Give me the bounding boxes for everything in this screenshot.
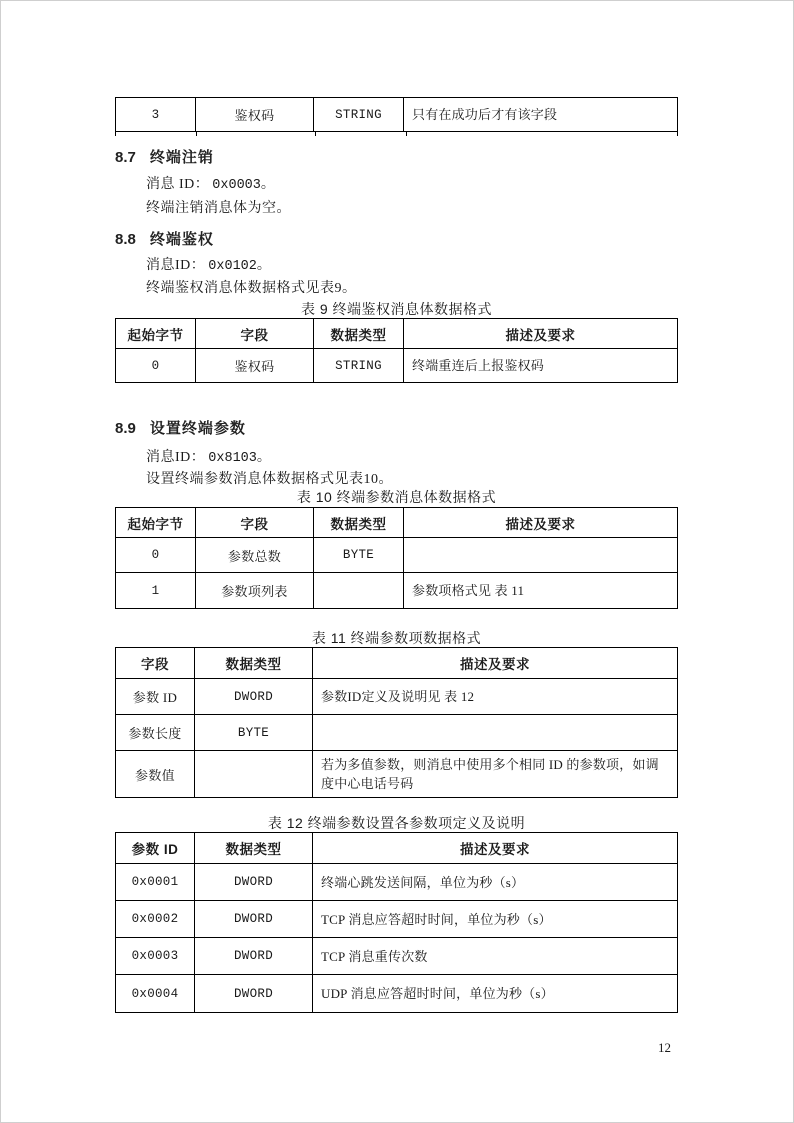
clipped-row-line — [196, 132, 197, 136]
section-8-9-body — [115, 447, 709, 490]
table-row — [116, 349, 678, 383]
message-id-value: 0x8103 — [208, 451, 257, 466]
cell-field: 参数长度 — [116, 715, 195, 751]
section-title: 终端注销 — [149, 149, 214, 166]
table-12-caption: 表 12 终端参数设置各参数项定义及说明 — [267, 815, 526, 831]
cell-field: 参数总数 — [196, 538, 314, 573]
cell-description: 参数ID定义及说明见 表 12 — [313, 679, 678, 715]
table-row — [116, 538, 678, 573]
table-row — [116, 901, 678, 938]
header-data-type: 数据类型 — [314, 319, 404, 349]
header-start-byte: 起始字节 — [116, 508, 196, 538]
header-field: 字段 — [196, 319, 314, 349]
section-8-7-body — [115, 173, 709, 220]
section-title: 设置终端参数 — [149, 420, 246, 437]
message-id-value: 0x0003 — [212, 178, 261, 193]
table-8-continuation — [115, 97, 678, 132]
cell-description: 终端重连后上报鉴权码 — [404, 349, 678, 383]
header-field: 字段 — [196, 508, 314, 538]
message-id-label: 消息 ID： — [146, 177, 210, 192]
cell-param-id: 0x0001 — [116, 864, 195, 901]
table-11-caption: 表 11 终端参数项数据格式 — [311, 630, 482, 646]
header-field: 字段 — [116, 648, 195, 679]
table-row — [116, 864, 678, 901]
table-9 — [115, 318, 678, 383]
cell-field: 鉴权码 — [196, 98, 314, 132]
section-heading-8-9 — [115, 417, 678, 438]
cell-data-type: BYTE — [195, 715, 313, 751]
table-12 — [115, 832, 678, 1013]
clipped-row-line — [406, 132, 407, 136]
body-line: 设置终端参数消息体数据格式见表10。 — [146, 472, 393, 487]
table-row — [116, 573, 678, 609]
sentence-period: 。 — [256, 450, 272, 465]
table-10 — [115, 507, 678, 609]
section-number: 8.8 — [115, 231, 136, 248]
section-number: 8.9 — [115, 420, 136, 437]
cell-data-type: DWORD — [195, 975, 313, 1013]
header-param-id: 参数 ID — [116, 833, 195, 864]
table-row — [116, 98, 678, 132]
header-description: 描述及要求 — [313, 833, 678, 864]
body-line: 终端注销消息体为空。 — [146, 201, 291, 216]
cell-description: 若为多值参数，则消息中使用多个相同 ID 的参数项，如调度中心电话号码 — [313, 751, 678, 798]
cell-field: 参数值 — [116, 751, 195, 798]
clipped-row-line — [115, 132, 116, 136]
section-number: 8.7 — [115, 149, 136, 166]
cell-description — [404, 538, 678, 573]
cell-data-type — [195, 751, 313, 798]
table-10-caption: 表 10 终端参数消息体数据格式 — [296, 489, 497, 505]
cell-data-type: DWORD — [195, 938, 313, 975]
cell-param-id: 0x0004 — [116, 975, 195, 1013]
header-data-type: 数据类型 — [195, 648, 313, 679]
header-description: 描述及要求 — [404, 508, 678, 538]
cell-data-type: STRING — [314, 98, 404, 132]
cell-description: 参数项格式见 表 11 — [404, 573, 678, 609]
section-title: 终端鉴权 — [149, 231, 214, 248]
cell-description: TCP 消息应答超时时间，单位为秒（s） — [313, 901, 678, 938]
cell-data-type: STRING — [314, 349, 404, 383]
message-id-value: 0x0102 — [208, 259, 257, 274]
table-row — [116, 679, 678, 715]
clipped-row-line — [315, 132, 316, 136]
table-header-row — [116, 508, 678, 538]
body-line: 终端鉴权消息体数据格式见表9。 — [146, 281, 357, 296]
cell-data-type: DWORD — [195, 679, 313, 715]
table-row — [116, 975, 678, 1013]
cell-start-byte: 1 — [116, 573, 196, 609]
cell-field: 鉴权码 — [196, 349, 314, 383]
cell-start-byte: 0 — [116, 349, 196, 383]
cell-data-type: DWORD — [195, 901, 313, 938]
message-id-label: 消息ID： — [146, 450, 206, 465]
cell-data-type — [314, 573, 404, 609]
cell-field: 参数项列表 — [196, 573, 314, 609]
header-description: 描述及要求 — [404, 319, 678, 349]
cell-description: 只有在成功后才有该字段 — [404, 98, 678, 132]
table-11 — [115, 647, 678, 798]
cell-data-type: BYTE — [314, 538, 404, 573]
header-data-type: 数据类型 — [314, 508, 404, 538]
clipped-row-line — [677, 132, 678, 136]
header-start-byte: 起始字节 — [116, 319, 196, 349]
table-header-row — [116, 833, 678, 864]
cell-start-byte: 3 — [116, 98, 196, 132]
sentence-period: 。 — [256, 258, 272, 273]
section-heading-8-7 — [115, 146, 678, 167]
cell-description — [313, 715, 678, 751]
cell-description: UDP 消息应答超时时间，单位为秒（s） — [313, 975, 678, 1013]
page-number: 12 — [658, 1040, 671, 1055]
table-row — [116, 751, 678, 798]
sentence-period: 。 — [260, 177, 276, 192]
table-row — [116, 715, 678, 751]
section-heading-8-8 — [115, 228, 678, 249]
table-9-caption: 表 9 终端鉴权消息体数据格式 — [300, 301, 493, 317]
table-header-row — [116, 648, 678, 679]
cell-field: 参数 ID — [116, 679, 195, 715]
section-8-8-body — [115, 255, 709, 300]
cell-description: TCP 消息重传次数 — [313, 938, 678, 975]
header-description: 描述及要求 — [313, 648, 678, 679]
cell-data-type: DWORD — [195, 864, 313, 901]
cell-param-id: 0x0002 — [116, 901, 195, 938]
cell-param-id: 0x0003 — [116, 938, 195, 975]
table-header-row — [116, 319, 678, 349]
message-id-label: 消息ID： — [146, 258, 206, 273]
table-row — [116, 938, 678, 975]
cell-description: 终端心跳发送间隔，单位为秒（s） — [313, 864, 678, 901]
header-data-type: 数据类型 — [195, 833, 313, 864]
cell-start-byte: 0 — [116, 538, 196, 573]
